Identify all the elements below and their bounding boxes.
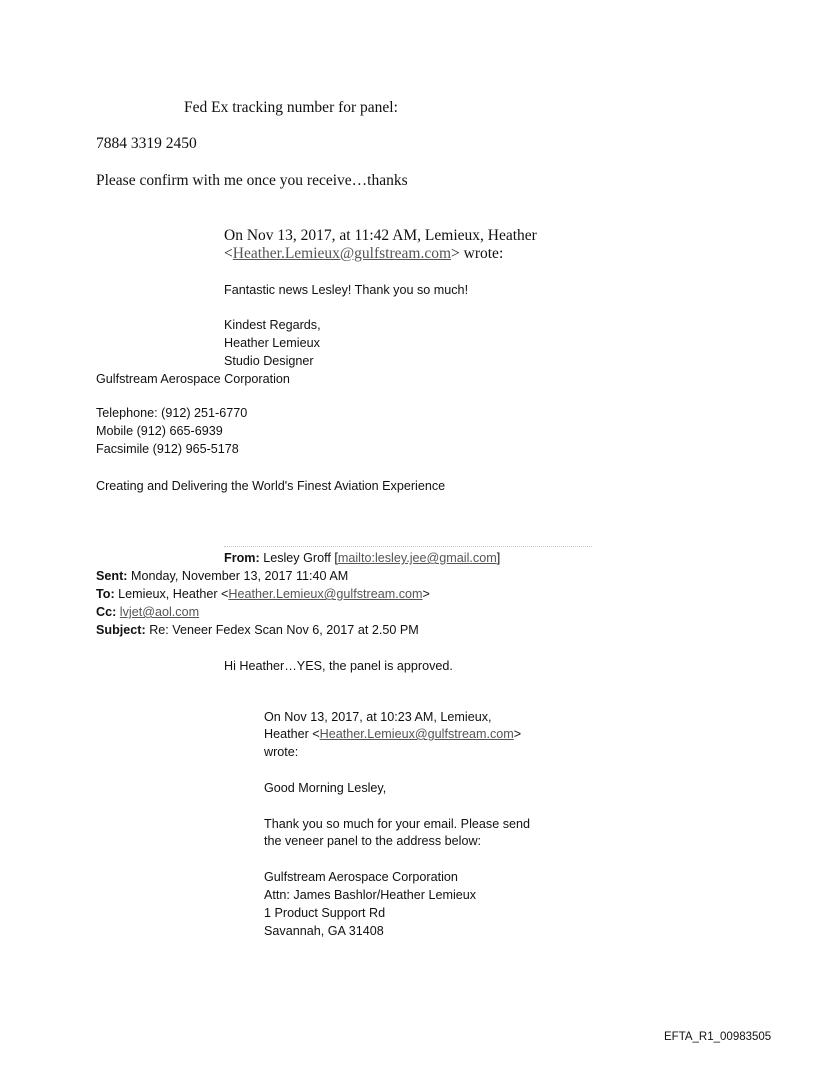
quote1-signature-title: Studio Designer [224, 354, 314, 368]
quote1-closing: Kindest Regards, [224, 318, 321, 332]
cc-email-link[interactable]: lvjet@aol.com [119, 605, 200, 619]
sent-line [96, 569, 348, 583]
quote2-greeting: Good Morning Lesley, [264, 781, 387, 795]
quote1-telephone: Telephone: (912) 251-6770 [96, 406, 248, 420]
from-name: Lesley Groff [ [263, 551, 338, 565]
quote2-intro-line1: On Nov 13, 2017, at 10:23 AM, Lemieux, [264, 710, 492, 724]
subject-label: Subject: [96, 623, 146, 637]
from-mailto-link[interactable]: mailto:lesley.jee@gmail.com [337, 551, 497, 565]
quote1-signature-name: Heather Lemieux [224, 336, 320, 350]
subject-value: Re: Veneer Fedex Scan Nov 6, 2017 at 2.50 PM [149, 623, 419, 637]
quote1-mobile: Mobile (912) 665-6939 [96, 424, 223, 438]
quote1-intro-close: > wrote: [451, 245, 504, 262]
cc-label: Cc: [96, 605, 117, 619]
quote1-intro-open: < [224, 245, 233, 262]
cc-line [96, 605, 199, 619]
to-label: To: [96, 587, 115, 601]
reply-body: Hi Heather…YES, the panel is approved. [224, 659, 453, 673]
from-line [224, 551, 500, 565]
quote2-intro-close: > [513, 727, 522, 741]
quote1-sender-email-link[interactable]: Heather.Lemieux@gulfstream.com [232, 245, 452, 262]
quote1-body: Fantastic news Lesley! Thank you so much! [224, 283, 469, 297]
quote1-intro-line1: On Nov 13, 2017, at 11:42 AM, Lemieux, Heather [224, 227, 537, 244]
to-name: Lemieux, Heather < [118, 587, 229, 601]
quote1-tagline: Creating and Delivering the World's Finest Aviation Experience [96, 479, 446, 493]
document-id: EFTA_R1_00983505 [664, 1031, 772, 1043]
from-label: From: [224, 551, 260, 565]
quote2-address-line2: Attn: James Bashlor/Heather Lemieux [264, 888, 477, 902]
quote2-body-line2: the veneer panel to the address below: [264, 834, 482, 848]
header-divider [224, 546, 592, 547]
quote2-intro-line3: wrote: [264, 745, 299, 759]
quote2-address-line3: 1 Product Support Rd [264, 906, 386, 920]
to-line [96, 587, 430, 601]
quote2-sender-email-link[interactable]: Heather.Lemieux@gulfstream.com [319, 727, 514, 741]
sent-value: Monday, November 13, 2017 11:40 AM [130, 569, 349, 583]
quote1-company: Gulfstream Aerospace Corporation [96, 372, 290, 386]
sent-label: Sent: [96, 569, 128, 583]
confirm-message: Please confirm with me once you receive…thanks [96, 172, 408, 189]
quote2-intro-prefix: Heather < [264, 727, 320, 741]
tracking-number: 7884 3319 2450 [96, 135, 197, 152]
subject-line [96, 623, 419, 637]
quote1-facsimile: Facsimile (912) 965-5178 [96, 442, 239, 456]
quote1-intro-line2 [224, 245, 503, 263]
tracking-label: Fed Ex tracking number for panel: [184, 99, 398, 116]
quote2-intro-line2 [264, 727, 521, 741]
quote2-address-line1: Gulfstream Aerospace Corporation [264, 870, 458, 884]
to-close: > [422, 587, 430, 601]
to-email-link[interactable]: Heather.Lemieux@gulfstream.com [228, 587, 423, 601]
quote2-body-line1: Thank you so much for your email. Please send [264, 817, 530, 831]
quote2-address-line4: Savannah, GA 31408 [264, 924, 384, 938]
from-close: ] [496, 551, 501, 565]
